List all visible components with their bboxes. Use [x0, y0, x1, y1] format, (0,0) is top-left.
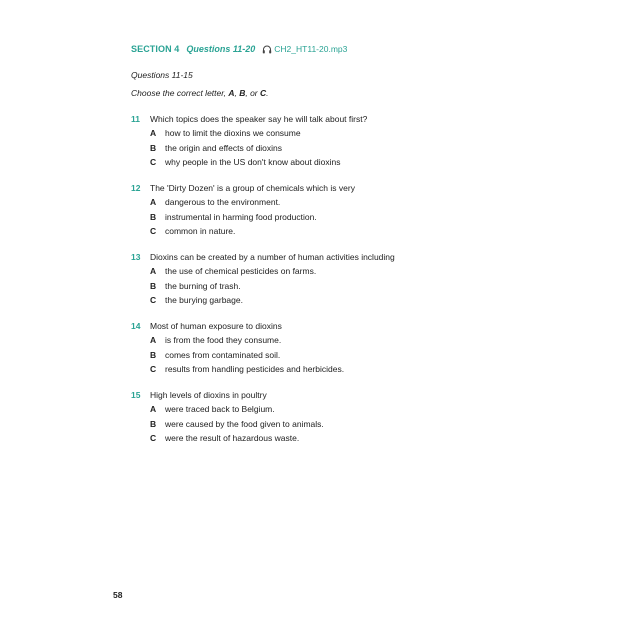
question-text: Dioxins can be created by a number of human activities including — [150, 252, 395, 262]
option-text: instrumental in harming food production. — [165, 211, 317, 222]
option-c[interactable] — [131, 157, 531, 172]
option-letter: C — [150, 157, 157, 167]
option-text: the origin and effects of dioxins — [165, 142, 283, 153]
section-questions-range: Questions 11-20 — [186, 44, 256, 54]
option-letter: A — [150, 197, 157, 207]
instructions-text: Choose the correct letter, A, B, or C. — [131, 88, 269, 98]
option-letter: B — [150, 211, 157, 222]
question-number: 12 — [131, 183, 141, 193]
option-letter: B — [150, 280, 157, 291]
option-text: were caused by the food given to animals. — [165, 418, 324, 429]
question-12 — [131, 183, 531, 241]
question-text: Most of human exposure to dioxins — [150, 321, 282, 331]
option-text: the burning of trash. — [165, 280, 241, 291]
question-number: 14 — [131, 321, 141, 331]
option-text: the burying garbage. — [165, 295, 243, 305]
question-text: Which topics does the speaker say he will talk about first? — [150, 114, 368, 124]
option-text: how to limit the dioxins we consume — [165, 128, 301, 138]
option-a[interactable] — [131, 335, 531, 350]
option-b[interactable] — [131, 212, 531, 227]
option-a[interactable] — [131, 404, 531, 419]
option-c[interactable] — [131, 295, 531, 310]
question-number: 13 — [131, 252, 141, 262]
option-b[interactable] — [131, 281, 531, 296]
letter-c: C — [260, 88, 267, 98]
letter-b: B — [239, 88, 246, 98]
section-header — [131, 44, 347, 54]
option-a[interactable] — [131, 266, 531, 281]
letter-a: A — [228, 88, 235, 98]
option-letter: A — [150, 404, 157, 414]
option-text: common in nature. — [165, 226, 236, 236]
question-text: High levels of dioxins in poultry — [150, 390, 267, 400]
option-c[interactable] — [131, 433, 531, 448]
questions-subheading: Questions 11-15 — [131, 70, 193, 80]
option-text: dangerous to the environment. — [165, 197, 281, 207]
option-b[interactable] — [131, 350, 531, 365]
section-label: SECTION 4 — [131, 44, 180, 54]
option-a[interactable] — [131, 128, 531, 143]
option-letter: A — [150, 335, 157, 345]
option-text: results from handling pesticides and herbicides. — [165, 364, 345, 374]
question-number: 11 — [131, 114, 140, 124]
option-letter: C — [150, 226, 157, 236]
option-text: why people in the US don't know about dioxins — [165, 157, 341, 167]
option-letter: C — [150, 433, 157, 443]
option-letter: A — [150, 266, 157, 276]
option-letter: B — [150, 142, 157, 153]
question-15 — [131, 390, 531, 448]
headphones-icon[interactable] — [262, 45, 272, 54]
question-number: 15 — [131, 390, 141, 400]
option-letter: C — [150, 295, 157, 305]
option-text: were traced back to Belgium. — [165, 404, 275, 414]
option-text: were the result of hazardous waste. — [165, 433, 300, 443]
option-text: is from the food they consume. — [165, 335, 282, 345]
question-11 — [131, 114, 531, 172]
option-text: the use of chemical pesticides on farms. — [165, 266, 317, 276]
option-letter: A — [150, 128, 157, 138]
option-letter: B — [150, 418, 157, 429]
option-text: comes from contaminated soil. — [165, 349, 281, 360]
option-b[interactable] — [131, 143, 531, 158]
question-13 — [131, 252, 531, 310]
option-letter: C — [150, 364, 157, 374]
option-letter: B — [150, 349, 157, 360]
question-text: The 'Dirty Dozen' is a group of chemicals which is very — [150, 183, 355, 193]
option-c[interactable] — [131, 226, 531, 241]
option-a[interactable] — [131, 197, 531, 212]
option-b[interactable] — [131, 419, 531, 434]
option-c[interactable] — [131, 364, 531, 379]
question-14 — [131, 321, 531, 379]
page-number: 58 — [113, 590, 123, 600]
audio-file-link[interactable]: CH2_HT11-20.mp3 — [274, 44, 348, 54]
